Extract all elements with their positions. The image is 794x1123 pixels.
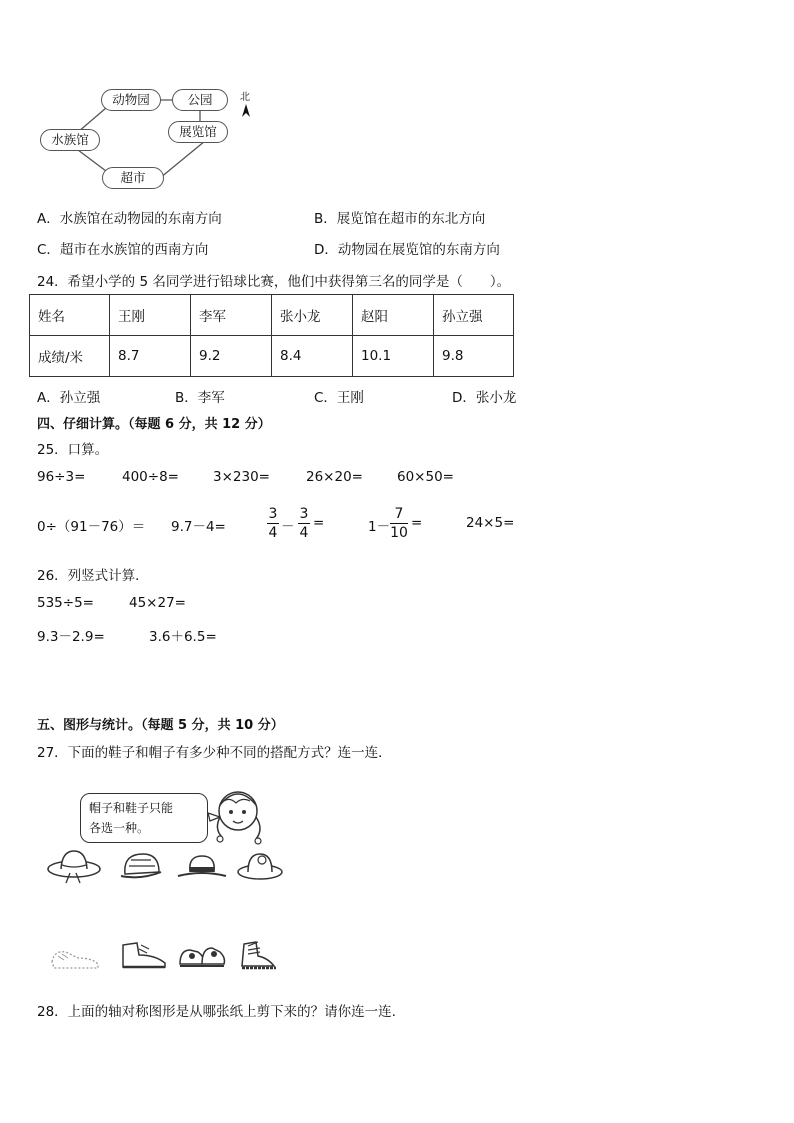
q23-option-d: D．动物园在展览馆的东南方向: [314, 242, 500, 258]
section-5-title: 五、图形与统计。（每题 5 分，共 10 分）: [37, 718, 284, 733]
fraction-7-10: [390, 505, 408, 542]
one-minus: 1－: [368, 519, 391, 535]
girl-illustration: [200, 783, 280, 853]
q25-expr-2: 400÷8=: [122, 469, 179, 485]
q25-expr-5: 60×50=: [397, 469, 454, 485]
table-cell: 9.8: [434, 336, 514, 377]
table-cell: 李军: [191, 295, 272, 336]
map-node-park: 公园: [172, 89, 228, 111]
table-row: [30, 336, 514, 377]
hat-3-icon: [176, 850, 228, 884]
minus-sign: －: [281, 519, 295, 535]
map-node-exhibition: 展览馆: [168, 121, 228, 143]
edge-aquarium-supermarket: [78, 150, 106, 171]
shoe-1-icon: [48, 940, 104, 972]
shoe-4-icon: [236, 934, 280, 974]
speech-bubble: [80, 793, 208, 843]
equals-sign: =: [313, 515, 325, 531]
hat-2-icon: [117, 848, 167, 886]
table-cell: 10.1: [353, 336, 434, 377]
fraction-numerator: 7: [394, 506, 404, 522]
bubble-line-2: 各选一种。: [89, 821, 150, 835]
q23-option-a: A．水族馆在动物园的东南方向: [37, 211, 222, 227]
equals-sign: =: [411, 515, 423, 531]
table-cell: 姓名: [30, 295, 110, 336]
shoe-2-icon: [117, 935, 171, 973]
north-label: 北: [240, 92, 250, 103]
q26-expr-1: 535÷5=: [37, 595, 94, 611]
q25-title: 25．口算。: [37, 442, 109, 458]
q26-title: 26．列竖式计算．: [37, 568, 149, 584]
q24-option-c: C．王刚: [314, 390, 364, 406]
q25-expr-1: 96÷3=: [37, 469, 86, 485]
q23-option-b: B．展览馆在超市的东北方向: [314, 211, 486, 227]
map-node-supermarket: 超市: [102, 167, 164, 189]
shoe-3-icon: [176, 936, 228, 972]
table-cell: 8.4: [272, 336, 353, 377]
north-arrow-icon: [242, 104, 250, 117]
fraction-denominator: 4: [268, 525, 278, 541]
q24-question: 24．希望小学的 5 名同学进行铅球比赛，他们中获得第三名的同学是（ ）。: [37, 274, 511, 290]
q26-expr-4: 3.6＋6.5=: [149, 629, 217, 645]
fraction-3-4-a: [267, 505, 279, 542]
table-header-row: [30, 295, 514, 336]
q26-expr-2: 45×27=: [129, 595, 186, 611]
map-node-zoo: 动物园: [101, 89, 161, 111]
hat-4-icon: [236, 848, 286, 884]
fraction-numerator: 3: [299, 506, 309, 522]
bubble-line-1: 帽子和鞋子只能: [89, 801, 174, 815]
q25-expr-7: 9.7－4=: [171, 519, 226, 535]
q26-expr-3: 9.3－2.9=: [37, 629, 105, 645]
q25-expr-10: 24×5=: [466, 515, 515, 531]
map-node-aquarium: 水族馆: [40, 129, 100, 151]
hat-1-icon: [44, 845, 104, 887]
q24-option-a: A．孙立强: [37, 390, 101, 406]
table-cell: 孙立强: [434, 295, 514, 336]
table-cell: 8.7: [110, 336, 191, 377]
fraction-3-4-b: [298, 505, 310, 542]
fraction-numerator: 3: [268, 506, 278, 522]
fraction-denominator: 4: [299, 525, 309, 541]
q27-title: 27．下面的鞋子和帽子有多少种不同的搭配方式？连一连．: [37, 745, 392, 761]
q24-option-d: D．张小龙: [452, 390, 517, 406]
table-cell: 王刚: [110, 295, 191, 336]
fraction-denominator: 10: [390, 525, 408, 541]
q25-expr-6: 0÷（91－76）＝: [37, 519, 146, 535]
q23-option-c: C．超市在水族馆的西南方向: [37, 242, 209, 258]
edge-supermarket-exhibition: [160, 141, 205, 178]
section-4-title: 四、仔细计算。（每题 6 分，共 12 分）: [37, 417, 271, 432]
table-cell: 张小龙: [272, 295, 353, 336]
q25-expr-3: 3×230=: [213, 469, 270, 485]
q24-score-table: [29, 294, 514, 377]
q25-expr-4: 26×20=: [306, 469, 363, 485]
table-cell: 9.2: [191, 336, 272, 377]
table-cell: 成绩/米: [30, 336, 110, 377]
table-cell: 赵阳: [353, 295, 434, 336]
q24-option-b: B．李军: [175, 390, 225, 406]
q28-title: 28．上面的轴对称图形是从哪张纸上剪下来的？请你连一连.: [37, 1004, 396, 1020]
